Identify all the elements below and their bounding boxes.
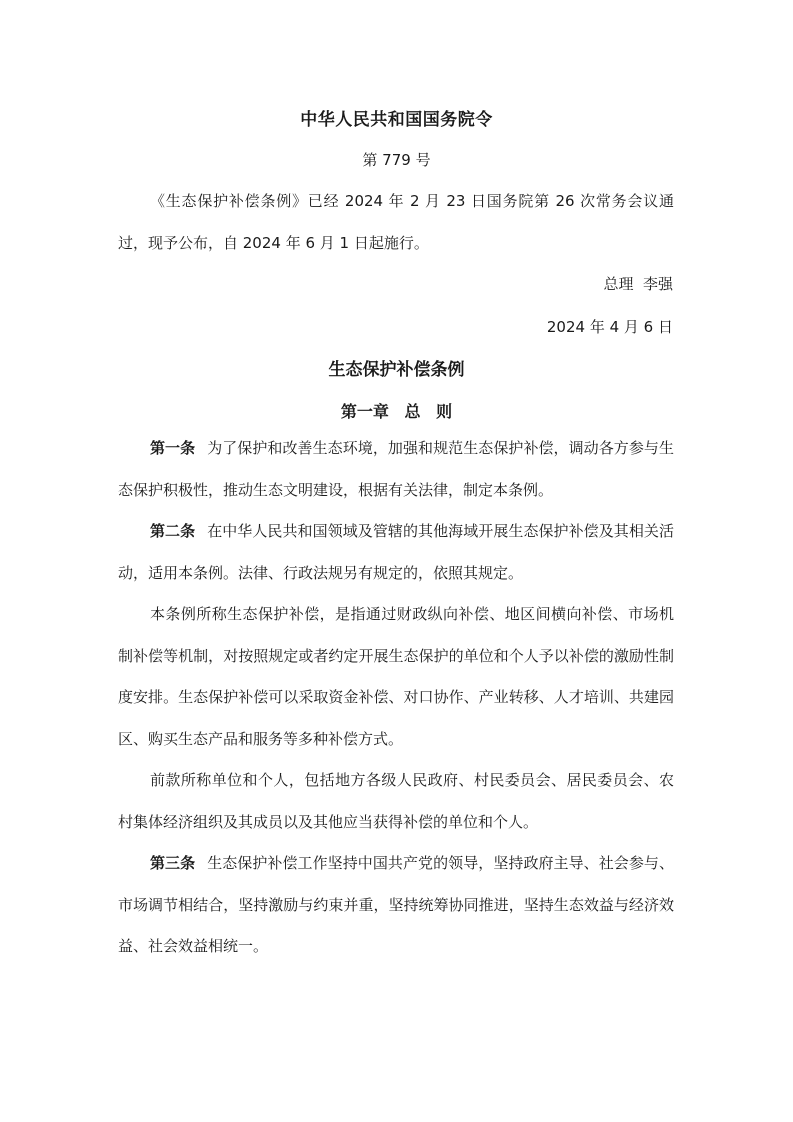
article-text: 在中华人民共和国领域及管辖的其他海域开展生态保护补偿及其相关活动，适用本条例。法律、行政法规另有规定的，依照其规定。 (118, 522, 674, 582)
article-text: 为了保护和改善生态环境，加强和规范生态保护补偿，调动各方参与生态保护积极性，推动生态文明建设，根据有关法律，制定本条例。 (118, 439, 674, 499)
paragraph-definition (118, 594, 674, 760)
chapter-heading: 第一章 总 则 (340, 402, 453, 421)
decree-text: 《生态保护补偿条例》已经 2024 年 2 月 23 日国务院第 26 次常务会议通过，现予公布，自 2024 年 6 月 1 日起施行。 (118, 192, 674, 252)
regulation-body (118, 428, 674, 968)
regulation-title: 生态保护补偿条例 (328, 360, 465, 380)
article-text: 生态保护补偿工作坚持中国共产党的领导，坚持政府主导、社会参与、市场调节相结合，坚持激励与约束并重，坚持统筹协同推进，坚持生态效益与经济效益、社会效益相统一。 (118, 854, 674, 955)
signature: 总理 李强 (603, 275, 673, 293)
paragraph-article-1 (118, 428, 674, 511)
decree-body (118, 181, 674, 264)
article-number: 第三条 (150, 854, 196, 872)
paragraph-text: 前款所称单位和个人，包括地方各级人民政府、村民委员会、居民委员会、农村集体经济组织及其成员以及其他应当获得补偿的单位和个人。 (118, 771, 674, 831)
paragraph-article-2 (118, 511, 674, 594)
paragraph-text: 本条例所称生态保护补偿，是指通过财政纵向补偿、地区间横向补偿、市场机制补偿等机制，对按照规定或者约定开展生态保护的单位和个人予以补偿的激励性制度安排。生态保护补偿可以采取资金补偿、对口协作、产业转移、人才培训、共建园区、购买生态产品和服务等多种补偿方式。 (118, 605, 674, 748)
paragraph-scope (118, 760, 674, 843)
decree-date: 2024 年 4 月 6 日 (546, 318, 673, 336)
decree-title: 中华人民共和国国务院令 (300, 110, 493, 130)
paragraph-article-3 (118, 843, 674, 968)
article-number: 第一条 (150, 439, 196, 457)
decree-number: 第 779 号 (362, 151, 431, 169)
article-number: 第二条 (150, 522, 196, 540)
